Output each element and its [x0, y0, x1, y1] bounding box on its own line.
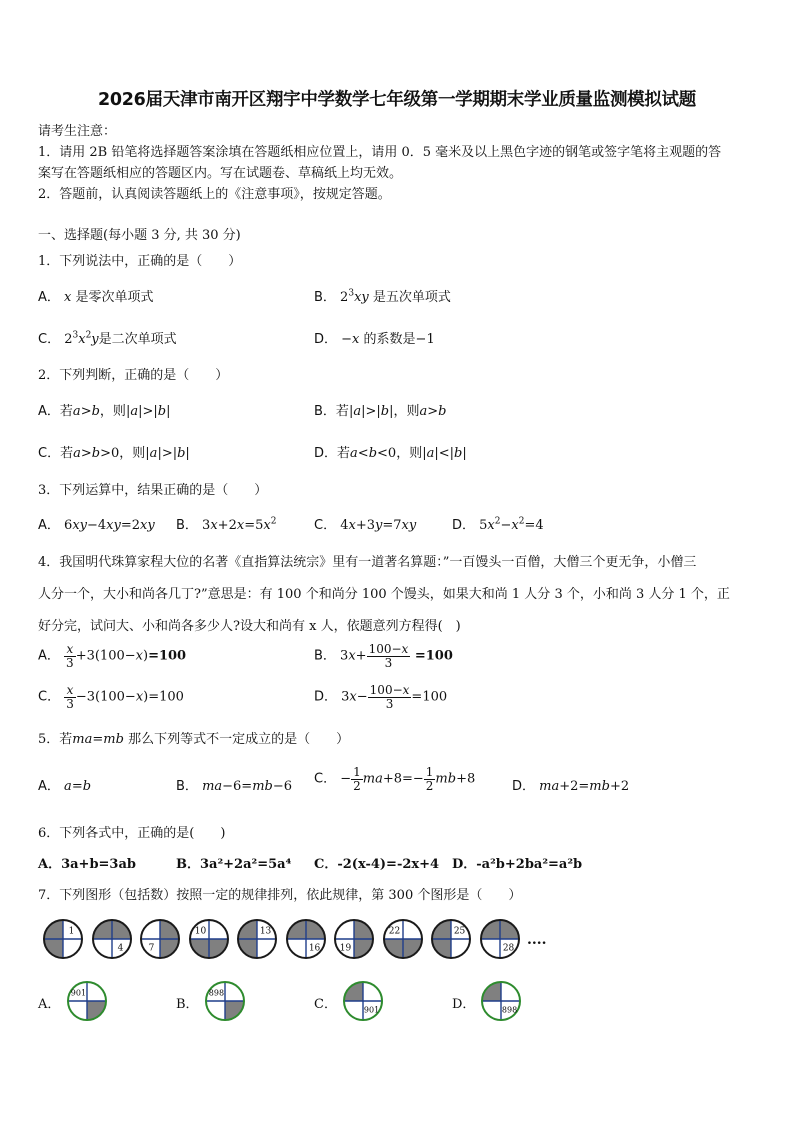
q4-option-c[interactable]: C． $\frac{x}{3}$ −3(100−x)=100: [38, 683, 184, 711]
q1-b-label: B．: [314, 290, 336, 305]
q3-stem: 3．下列运算中，结果正确的是（ ）: [38, 483, 268, 498]
q3-option-d[interactable]: D． $5x^2-x^2=4$: [452, 516, 544, 533]
notice-item1-line1: 1．请用 2B 铅笔将选择题答案涂填在答题纸相应位置上，请用 0．5 毫米及以上黑色字迹的钢笔或签字笔将主观题的答: [38, 145, 722, 160]
q4-d-label: D．: [314, 689, 338, 705]
q7-a-label: A．: [38, 997, 61, 1012]
q2-c-ruo: 若: [60, 446, 74, 461]
q1-a-text: 是零次单项式: [75, 290, 154, 305]
sequence-circle-25: [430, 918, 472, 960]
q4-c-label: C．: [38, 689, 61, 705]
q3-option-b[interactable]: B． $3x+2x=5x^2$: [176, 516, 277, 533]
q2-a-ruo: 若: [59, 404, 73, 419]
circle-number: 28: [502, 943, 514, 954]
q1-a-label: A．: [38, 290, 60, 305]
q7-b-label: B．: [176, 997, 199, 1012]
q7-option-b[interactable]: [204, 980, 246, 1026]
q5-b-label: B．: [176, 779, 198, 794]
q3-c-label: C．: [314, 518, 337, 533]
circle-number: 898: [208, 988, 225, 998]
q7-sequence: [42, 918, 562, 962]
q5-stem: 5．若ma=mb 那么下列等式不一定成立的是（ ）: [38, 732, 350, 747]
sequence-circle-22: [382, 918, 424, 960]
section-heading: 一、选择题(每小题 3 分, 共 30 分): [38, 228, 241, 243]
sequence-circle-1: [42, 918, 84, 960]
q7-c-label: C．: [314, 997, 337, 1012]
q4-a-label: A．: [38, 648, 60, 664]
q7-stem: 7．下列图形（包括数）按照一定的规律排列，依此规律，第 300 个图形是（ ）: [38, 888, 522, 903]
q5-option-a[interactable]: A． a=b: [38, 779, 92, 794]
q5-stem-post: 那么下列等式不一定成立的是（ ）: [128, 732, 350, 747]
q1-d-val: −1: [415, 332, 435, 347]
q4-line1: 4．我国明代珠算家程大位的名著《直指算法统宗》里有一道著名算题：”一百馒头一百僧，大僧三个更无争，小僧三: [38, 555, 697, 570]
q7-d-label: D．: [452, 997, 476, 1012]
q7-option-a[interactable]: [66, 980, 108, 1026]
circle-number: 19: [339, 943, 352, 954]
q3-d-label: D．: [452, 518, 476, 533]
q6-option-a[interactable]: A．3a+b=3ab: [38, 857, 136, 872]
q6-option-c[interactable]: C．-2(x-4)=-2x+4: [314, 857, 440, 872]
q3-option-c[interactable]: C． 4x+3y=7xy: [314, 518, 417, 533]
q7-b-circle: [204, 980, 246, 1022]
q6-option-d[interactable]: D．-a²b+2ba²=a²b: [452, 857, 583, 872]
q2-b-ze: ，则: [393, 404, 420, 419]
q7-ellipsis: ....: [527, 932, 547, 948]
q2-a-label: A．: [38, 404, 60, 419]
sequence-circle-19: [333, 918, 375, 960]
sequence-circle-16: [285, 918, 327, 960]
q1-c-label: C．: [38, 332, 61, 347]
notice-item1-line2: 案写在答题纸相应的答题区内。写在试题卷、草稿纸上均无效。: [38, 166, 403, 181]
circle-number: 898: [501, 1005, 518, 1015]
q2-b-label: B．: [314, 404, 336, 419]
q2-d-ruo: 若: [337, 446, 351, 461]
q7-option-d[interactable]: [480, 980, 522, 1026]
circle-number: 901: [363, 1005, 380, 1015]
circle-number: 25: [453, 926, 466, 937]
q2-option-c[interactable]: C．若a>b>0，则|a|>|b|: [38, 446, 190, 461]
q5-c-label: C．: [314, 771, 337, 787]
q3-a-label: A．: [38, 518, 60, 533]
circle-number: 1: [68, 926, 75, 937]
q5-option-d[interactable]: D． ma+2=mb+2: [512, 779, 630, 794]
q6-option-b[interactable]: B．3a²+2a²=5a⁴: [176, 857, 292, 872]
q1-b-text: 是五次单项式: [372, 290, 451, 305]
circle-number: 901: [70, 988, 87, 998]
q1-d-text: 的系数是: [363, 332, 416, 347]
q1-option-c[interactable]: C． $2^3x^2y$是二次单项式: [38, 330, 177, 347]
circle-number: 7: [148, 943, 155, 954]
q5-option-b[interactable]: B． ma−6=mb−6: [176, 779, 293, 794]
sequence-circle-13: [236, 918, 278, 960]
sequence-circle-28: [479, 918, 521, 960]
notice-item2: 2．答题前，认真阅读答题纸上的《注意事项》，按规定答题。: [38, 187, 391, 202]
q4-a-tail: =100: [148, 648, 187, 664]
q6-stem: 6．下列各式中，正确的是( ): [38, 826, 226, 841]
q4-b-tail: =100: [410, 648, 453, 664]
circle-number: 22: [388, 926, 400, 937]
q1-option-b[interactable]: B． $2^3xy$ 是五次单项式: [314, 288, 451, 305]
q4-line3: 好分完，试问大、小和尚各多少人?设大和尚有 x 人，依题意列方程得( ): [38, 619, 461, 634]
q5-a-label: A．: [38, 779, 60, 794]
q1-option-d[interactable]: D． −x 的系数是−1: [314, 332, 435, 347]
q5-stem-pre: 5．若: [38, 732, 73, 747]
sequence-circle-7: [139, 918, 181, 960]
page-title: 2026届天津市南开区翔宇中学数学七年级第一学期期末学业质量监测模拟试题: [98, 90, 696, 110]
q4-b-label: B．: [314, 648, 336, 664]
circle-number: 10: [194, 926, 206, 937]
q3-b-label: B．: [176, 518, 198, 533]
circle-number: 4: [117, 943, 123, 954]
q1-d-label: D．: [314, 332, 338, 347]
q4-option-b[interactable]: B． 3x+ $\frac{100-x}{3}$ =100: [314, 642, 453, 670]
sequence-circle-4: [91, 918, 133, 960]
q2-option-d[interactable]: D．若a<b<0，则|a|<|b|: [314, 446, 467, 461]
q2-d-label: D．: [314, 446, 338, 461]
q2-c-label: C．: [38, 446, 61, 461]
q7-a-circle: [66, 980, 108, 1022]
q7-d-circle: [480, 980, 522, 1022]
notice-heading: 请考生注意：: [38, 124, 117, 139]
q7-option-c[interactable]: [342, 980, 384, 1026]
q2-c-ze: ，则: [119, 446, 146, 461]
q5-d-label: D．: [512, 779, 536, 794]
q4-option-a[interactable]: A． $\frac{x}{3}$ +3(100−x)=100: [38, 642, 187, 670]
q1-stem: 1．下列说法中，正确的是（ ）: [38, 254, 242, 269]
q7-c-circle: [342, 980, 384, 1022]
circle-number: 13: [259, 926, 272, 937]
q2-option-b[interactable]: B．若|a|>|b|，则a>b: [314, 404, 447, 419]
sequence-circle-10: [188, 918, 230, 960]
q2-b-ruo: 若: [335, 404, 349, 419]
circle-number: 16: [308, 943, 320, 954]
q5-option-c[interactable]: C． − $\frac{1}{2}$ ma+8=− $\frac{1}{2}$ mb+8: [314, 765, 476, 793]
q2-a-ze: ，则: [99, 404, 126, 419]
q4-line2: 人分一个，大小和尚各几丁?”意思是：有 100 个和尚分 100 个馒头，如果大和尚 1 人分 3 个，小和尚 3 人分 1 个，正: [38, 587, 730, 602]
q3-option-a[interactable]: A． 6xy−4xy=2xy: [38, 518, 155, 533]
q2-d-ze: ，则: [396, 446, 423, 461]
q1-c-text: 是二次单项式: [98, 332, 177, 347]
q4-option-d[interactable]: D． 3x− $\frac{100-x}{3}$ =100: [314, 683, 448, 711]
q2-stem: 2．下列判断，正确的是（ ）: [38, 368, 229, 383]
q1-option-a[interactable]: A． x 是零次单项式: [38, 290, 154, 305]
q2-option-a[interactable]: A．若a>b，则|a|>|b|: [38, 404, 171, 419]
